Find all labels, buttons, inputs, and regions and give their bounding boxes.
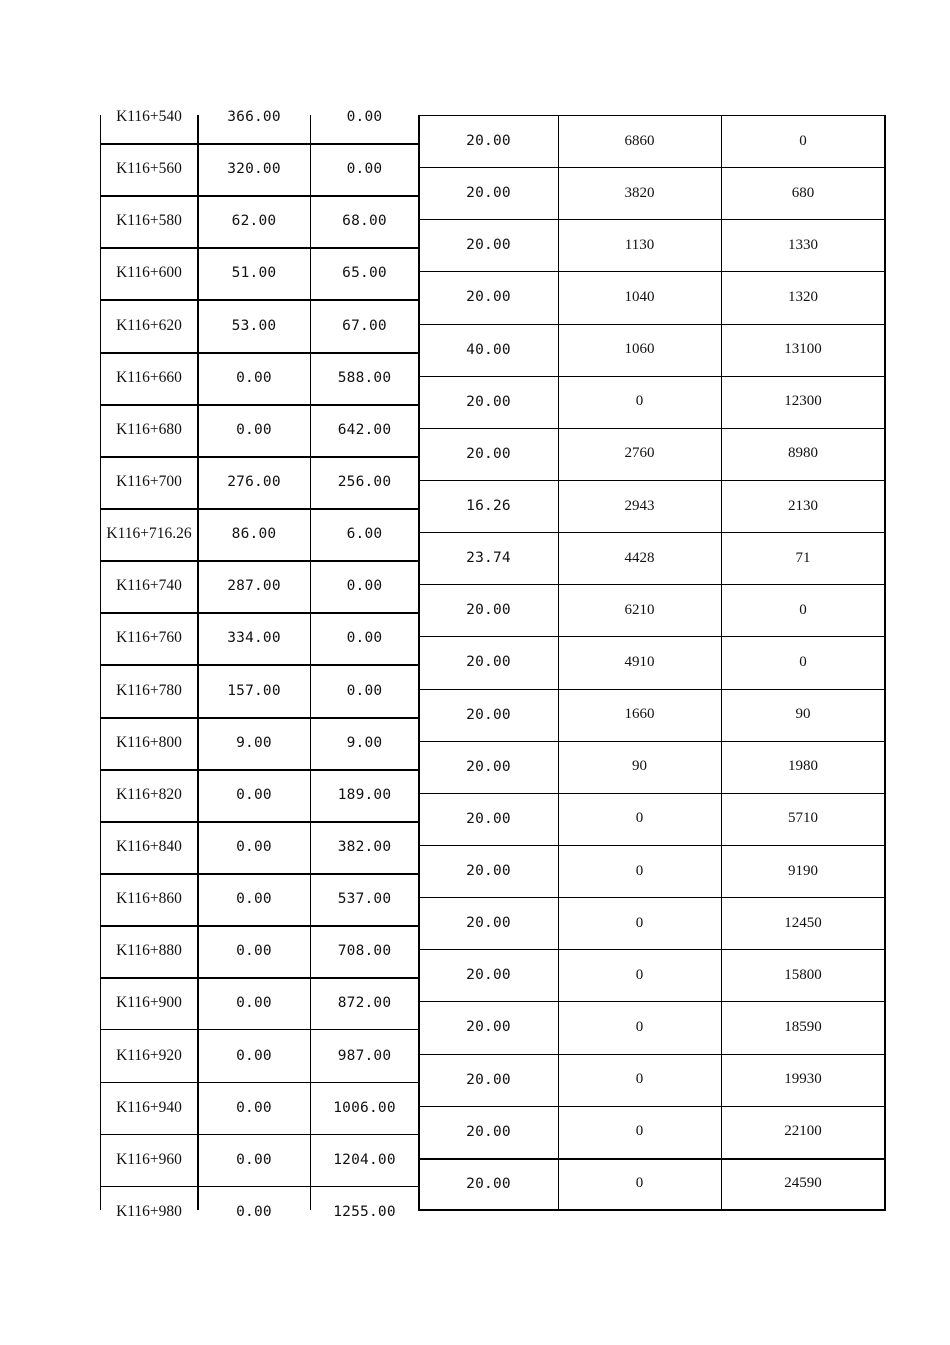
value-a-cell: 320.00 xyxy=(227,161,281,178)
page-margin-top xyxy=(90,0,420,103)
station-cell: K116+800 xyxy=(116,733,182,751)
left-row-divider xyxy=(100,977,419,979)
station-cell: K116+540 xyxy=(116,107,182,125)
value-b-cell: 537.00 xyxy=(337,891,392,908)
left-row-divider xyxy=(100,352,419,354)
station-cell: K116+860 xyxy=(116,890,182,908)
value-a-cell: 287.00 xyxy=(227,578,281,595)
left-table-border xyxy=(100,115,101,1210)
station-cell: K116+960 xyxy=(116,1150,182,1168)
value-d-cell: 1320 xyxy=(788,288,818,305)
distance-cell: 20.00 xyxy=(466,1123,511,1140)
value-d-cell: 13100 xyxy=(784,341,822,358)
value-b-cell: 0.00 xyxy=(346,161,383,178)
value-d-cell: 2130 xyxy=(788,497,818,514)
right-row-divider xyxy=(419,324,885,325)
right-row-divider xyxy=(419,741,885,742)
right-row-divider xyxy=(419,480,885,481)
value-b-cell: 67.00 xyxy=(342,317,387,334)
value-c-cell: 1660 xyxy=(624,706,655,723)
value-d-cell: 15800 xyxy=(784,966,822,983)
distance-cell: 23.74 xyxy=(466,550,511,567)
value-d-cell: 24590 xyxy=(784,1175,822,1192)
station-cell: K116+716.26 xyxy=(106,525,192,543)
left-row-divider xyxy=(100,1029,419,1030)
left-row-divider xyxy=(100,143,419,145)
value-b-cell: 189.00 xyxy=(337,786,392,803)
value-a-cell: 276.00 xyxy=(227,473,281,490)
value-a-cell: 0.00 xyxy=(236,943,272,960)
distance-cell: 20.00 xyxy=(466,445,511,462)
station-cell: K116+940 xyxy=(116,1098,182,1116)
distance-cell: 40.00 xyxy=(466,341,511,358)
value-a-cell: 0.00 xyxy=(236,838,272,855)
station-cell: K116+660 xyxy=(116,368,182,386)
station-cell: K116+920 xyxy=(116,1046,182,1064)
station-cell: K116+980 xyxy=(116,1202,182,1220)
value-c-cell: 0 xyxy=(635,862,644,879)
distance-cell: 20.00 xyxy=(466,706,511,723)
value-d-cell: 12450 xyxy=(784,914,822,931)
value-d-cell: 0 xyxy=(799,653,807,670)
left-row-divider xyxy=(100,560,419,562)
value-a-cell: 0.00 xyxy=(236,1099,272,1116)
value-b-cell: 6.00 xyxy=(346,526,383,543)
value-a-cell: 62.00 xyxy=(231,213,277,230)
left-row-divider xyxy=(100,508,419,510)
value-d-cell: 12300 xyxy=(784,393,822,410)
value-a-cell: 0.00 xyxy=(236,421,272,438)
value-a-cell: 9.00 xyxy=(236,734,272,751)
value-a-cell: 0.00 xyxy=(236,1203,272,1220)
station-cell: K116+780 xyxy=(116,681,182,699)
value-a-cell: 366.00 xyxy=(227,108,281,125)
value-c-cell: 0 xyxy=(635,1071,644,1088)
value-a-cell: 0.00 xyxy=(236,1047,272,1064)
right-table-divider xyxy=(721,115,722,1210)
value-c-cell: 0 xyxy=(635,1175,644,1192)
distance-cell: 20.00 xyxy=(466,237,511,254)
value-a-cell: 0.00 xyxy=(236,995,272,1012)
distance-cell: 20.00 xyxy=(466,289,511,306)
value-a-cell: 0.00 xyxy=(236,786,272,803)
value-c-cell: 6210 xyxy=(624,601,655,618)
value-c-cell: 4428 xyxy=(624,549,655,566)
value-d-cell: 0 xyxy=(799,601,807,618)
value-b-cell: 872.00 xyxy=(337,995,392,1012)
station-cell: K116+600 xyxy=(116,264,182,282)
value-c-cell: 0 xyxy=(635,914,644,931)
value-d-cell: 1980 xyxy=(788,758,818,775)
distance-cell: 20.00 xyxy=(466,1019,511,1036)
left-row-divider xyxy=(100,664,419,666)
value-d-cell: 90 xyxy=(795,706,811,723)
value-d-cell: 19930 xyxy=(784,1071,822,1088)
value-d-cell: 5710 xyxy=(788,810,818,827)
right-row-divider xyxy=(419,1001,885,1002)
value-c-cell: 0 xyxy=(635,810,644,827)
value-a-cell: 0.00 xyxy=(236,891,272,908)
left-row-divider xyxy=(100,821,419,823)
value-a-cell: 86.00 xyxy=(231,526,277,543)
station-cell: K116+840 xyxy=(116,837,182,855)
left-row-divider xyxy=(100,612,419,614)
distance-cell: 16.26 xyxy=(466,498,511,515)
right-row-divider xyxy=(419,1106,885,1107)
left-row-divider xyxy=(100,1186,419,1187)
station-cell: K116+820 xyxy=(116,785,182,803)
value-d-cell: 680 xyxy=(791,184,815,201)
left-row-divider xyxy=(100,299,419,301)
value-a-cell: 157.00 xyxy=(227,682,281,699)
right-row-divider xyxy=(419,793,885,794)
left-row-divider xyxy=(100,1134,419,1135)
value-c-cell: 6860 xyxy=(624,132,655,149)
right-row-divider xyxy=(419,949,885,950)
value-b-cell: 642.00 xyxy=(337,421,392,438)
station-cell: K116+680 xyxy=(116,420,182,438)
left-table-divider xyxy=(310,115,311,1210)
distance-cell: 20.00 xyxy=(466,602,511,619)
value-c-cell: 1060 xyxy=(624,341,655,358)
value-c-cell: 0 xyxy=(635,393,644,410)
value-b-cell: 1255.00 xyxy=(333,1203,396,1220)
distance-cell: 20.00 xyxy=(466,1071,511,1088)
right-row-divider xyxy=(419,167,885,168)
right-row-divider xyxy=(419,376,885,377)
right-row-divider xyxy=(419,689,885,690)
value-c-cell: 0 xyxy=(635,1018,644,1035)
value-c-cell: 1130 xyxy=(624,236,655,253)
right-row-divider xyxy=(419,219,885,220)
right-table-top-border xyxy=(419,115,885,116)
station-cell: K116+900 xyxy=(116,994,182,1012)
value-c-cell: 0 xyxy=(635,966,644,983)
station-cell: K116+880 xyxy=(116,942,182,960)
value-d-cell: 0 xyxy=(799,132,807,149)
right-row-divider xyxy=(419,897,885,898)
left-row-divider xyxy=(100,717,419,719)
value-c-cell: 3820 xyxy=(624,184,655,201)
station-cell: K116+760 xyxy=(116,629,182,647)
page-margin-bottom xyxy=(90,1222,420,1345)
value-c-cell: 2760 xyxy=(624,445,655,462)
left-row-divider xyxy=(100,456,419,458)
left-row-divider xyxy=(100,1082,419,1083)
value-c-cell: 90 xyxy=(632,758,647,775)
distance-cell: 20.00 xyxy=(466,393,511,410)
distance-cell: 20.00 xyxy=(466,758,511,775)
value-a-cell: 0.00 xyxy=(236,1151,272,1168)
distance-cell: 20.00 xyxy=(466,1175,511,1192)
value-b-cell: 1006.00 xyxy=(333,1099,396,1116)
value-b-cell: 0.00 xyxy=(346,578,383,595)
value-a-cell: 53.00 xyxy=(231,317,277,334)
right-table-bottom-border xyxy=(419,1209,885,1211)
left-row-divider xyxy=(100,925,419,927)
value-d-cell: 9190 xyxy=(788,862,818,879)
right-row-divider xyxy=(419,584,885,585)
value-c-cell: 0 xyxy=(635,1123,644,1140)
right-row-divider xyxy=(419,636,885,637)
value-b-cell: 708.00 xyxy=(337,943,392,960)
right-row-divider xyxy=(419,1054,885,1055)
left-table-divider xyxy=(197,115,199,1210)
right-row-divider xyxy=(419,845,885,846)
value-b-cell: 382.00 xyxy=(337,838,392,855)
value-d-cell: 8980 xyxy=(788,445,818,462)
distance-cell: 20.00 xyxy=(466,133,511,150)
value-b-cell: 65.00 xyxy=(342,265,387,282)
right-table-divider xyxy=(558,115,559,1210)
right-table-right-border xyxy=(884,115,886,1211)
value-b-cell: 0.00 xyxy=(346,630,383,647)
distance-cell: 20.00 xyxy=(466,654,511,671)
station-cell: K116+580 xyxy=(116,212,182,230)
distance-cell: 20.00 xyxy=(466,185,511,202)
right-row-divider xyxy=(419,1158,885,1160)
value-a-cell: 0.00 xyxy=(236,369,272,386)
left-row-divider xyxy=(100,195,419,197)
left-row-divider xyxy=(100,769,419,771)
value-d-cell: 22100 xyxy=(784,1123,822,1140)
value-b-cell: 9.00 xyxy=(346,734,383,751)
left-row-divider xyxy=(100,873,419,875)
distance-cell: 20.00 xyxy=(466,863,511,880)
distance-cell: 20.00 xyxy=(466,967,511,984)
right-row-divider xyxy=(419,532,885,533)
station-cell: K116+560 xyxy=(116,160,182,178)
right-row-divider xyxy=(419,271,885,272)
distance-cell: 20.00 xyxy=(466,810,511,827)
station-cell: K116+700 xyxy=(116,472,182,490)
station-cell: K116+740 xyxy=(116,577,182,595)
distance-cell: 20.00 xyxy=(466,915,511,932)
value-b-cell: 1204.00 xyxy=(333,1151,396,1168)
station-cell: K116+620 xyxy=(116,316,182,334)
value-d-cell: 71 xyxy=(795,549,811,566)
value-d-cell: 1330 xyxy=(788,236,818,253)
value-b-cell: 68.00 xyxy=(342,213,387,230)
value-a-cell: 51.00 xyxy=(231,265,277,282)
value-a-cell: 334.00 xyxy=(227,630,281,647)
value-b-cell: 256.00 xyxy=(337,473,392,490)
value-d-cell: 18590 xyxy=(784,1018,822,1035)
left-row-divider xyxy=(100,404,419,406)
right-row-divider xyxy=(419,428,885,429)
right-table-left-border xyxy=(418,115,420,1211)
value-c-cell: 2943 xyxy=(624,497,655,514)
value-b-cell: 588.00 xyxy=(337,369,392,386)
value-c-cell: 4910 xyxy=(624,653,655,670)
value-b-cell: 0.00 xyxy=(346,108,383,125)
value-b-cell: 0.00 xyxy=(346,682,383,699)
value-c-cell: 1040 xyxy=(624,288,655,305)
left-row-divider xyxy=(100,247,419,249)
value-b-cell: 987.00 xyxy=(337,1047,392,1064)
